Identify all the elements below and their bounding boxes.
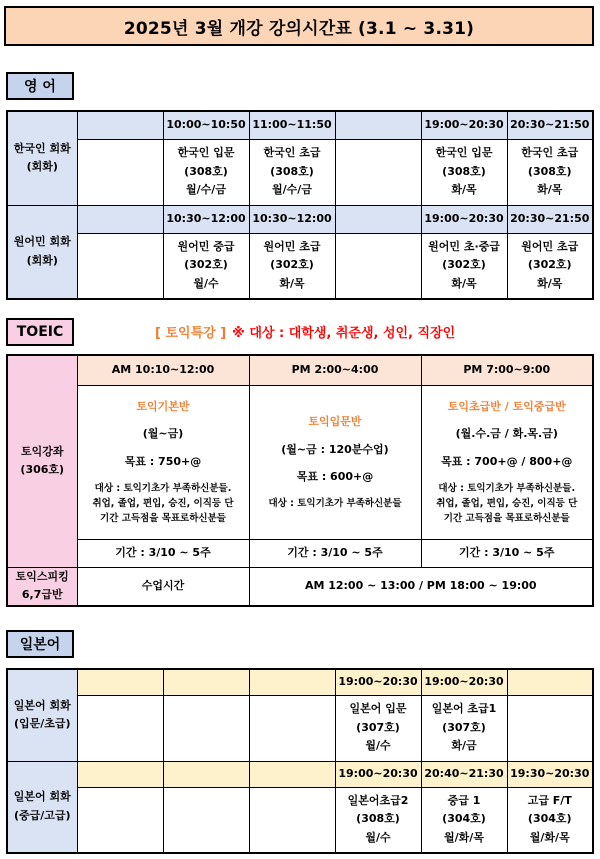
class-cell — [335, 787, 421, 853]
time-slot-cell: 19:00~20:30 — [421, 111, 507, 139]
class-line: 월/수 — [193, 277, 219, 291]
class-line: 일본어 초급1 — [431, 701, 497, 715]
english-row-head — [7, 111, 77, 205]
class-cell — [335, 233, 421, 299]
class-cell — [163, 695, 249, 761]
class-cell — [77, 695, 163, 761]
time-slot-cell: 19:00~20:30 — [335, 669, 421, 695]
class-line: (304호) — [442, 812, 486, 826]
toeic-class-cell — [77, 385, 249, 539]
class-line: (304호) — [527, 812, 572, 826]
class-line: 일본어 입문 — [349, 701, 407, 715]
class-cell — [163, 233, 249, 299]
toeic-notice-bracket: [ 토익특강 ] — [155, 325, 227, 341]
time-slot-cell: 19:30~20:30 — [507, 761, 593, 787]
time-slot-cell: 19:00~20:30 — [335, 761, 421, 787]
class-line: (308호) — [184, 164, 228, 178]
toeic-class-days: (월.수.금 / 화.목.금) — [455, 427, 558, 441]
class-line: 월/수/금 — [272, 183, 312, 197]
class-cell — [507, 233, 593, 299]
class-line: 화/금 — [451, 739, 477, 753]
class-line: 한국인 입문 — [435, 145, 493, 159]
toeic-class-goal: 목표 : 700+@ / 800+@ — [441, 455, 573, 469]
section-label-english: 영 어 — [6, 72, 74, 100]
time-slot-cell — [77, 669, 163, 695]
time-slot-cell: 20:30~21:50 — [507, 205, 593, 233]
class-cell — [77, 233, 163, 299]
toeic-class-desc: 취업, 졸업, 편입, 승진, 이직등 단 — [92, 497, 234, 509]
toeic-speaking-time: AM 12:00 ~ 13:00 / PM 18:00 ~ 19:00 — [249, 567, 593, 606]
toeic-speaking-label: 수업시간 — [77, 567, 249, 606]
toeic-class-desc: 취업, 졸업, 편입, 승진, 이직등 단 — [436, 497, 578, 509]
class-line: 한국인 초급 — [263, 145, 321, 159]
toeic-time-afternoon: PM 2:00~4:00 — [249, 355, 421, 385]
toeic-class-cell — [249, 385, 421, 539]
time-slot-cell — [335, 111, 421, 139]
class-line: 월/수 — [365, 831, 391, 845]
class-cell — [163, 787, 249, 853]
toeic-time-evening: PM 7:00~9:00 — [421, 355, 593, 385]
time-slot-cell — [249, 669, 335, 695]
class-line: (302호) — [184, 258, 228, 272]
toeic-speaking-head: 토익스피킹 6,7급반 — [7, 567, 77, 606]
class-line: 원어민 중급 — [177, 239, 235, 253]
class-line: 월/화/목 — [529, 831, 570, 845]
time-slot-cell — [507, 669, 593, 695]
toeic-class-period: 기간 : 3/10 ~ 5주 — [421, 539, 593, 567]
time-slot-cell: 10:30~12:00 — [249, 205, 335, 233]
toeic-class-name: 토익입문반 — [308, 415, 362, 429]
japanese-timetable — [6, 668, 594, 854]
toeic-notice-text: ※ 대상 : 대학생, 취준생, 성인, 직장인 — [232, 325, 456, 341]
class-cell — [77, 139, 163, 205]
row-head-line: 원어민 회화 — [13, 235, 71, 249]
class-line: 중급 1 — [447, 793, 481, 807]
time-slot-cell — [163, 669, 249, 695]
toeic-class-desc: 대상 : 토익기초가 부족하신분들. — [438, 482, 576, 494]
class-cell — [421, 139, 507, 205]
class-line: 화/목 — [279, 277, 305, 291]
class-line: (302호) — [270, 258, 314, 272]
toeic-time-morning: AM 10:10~12:00 — [77, 355, 249, 385]
toeic-class-days: (월~금) — [142, 427, 184, 441]
class-line: 원어민 초급 — [263, 239, 321, 253]
english-timetable — [6, 110, 594, 300]
toeic-timetable — [6, 354, 594, 607]
class-cell — [421, 787, 507, 853]
time-slot-cell: 20:40~21:30 — [421, 761, 507, 787]
toeic-class-days: (월~금 : 120분수업) — [281, 442, 389, 456]
class-cell — [507, 787, 593, 853]
section-label-japanese: 일본어 — [6, 630, 74, 658]
page-title: 2025년 3월 개강 강의시간표 (3.1 ~ 3.31) — [4, 6, 594, 46]
time-slot-cell — [77, 761, 163, 787]
time-slot-cell — [163, 761, 249, 787]
class-line: 화/목 — [451, 183, 477, 197]
time-slot-cell: 10:00~10:50 — [163, 111, 249, 139]
section-label-toeic: TOEIC — [6, 318, 74, 346]
class-line: 원어민 초·중급 — [428, 239, 500, 253]
class-line: 한국인 입문 — [177, 145, 235, 159]
class-line: (308호) — [527, 164, 572, 178]
row-head-line: 일본어 회화 — [13, 698, 71, 712]
toeic-class-goal: 목표 : 600+@ — [296, 470, 374, 484]
class-line: 월/화/목 — [444, 831, 484, 845]
time-slot-cell: 19:00~20:30 — [421, 205, 507, 233]
class-line: 화/목 — [537, 183, 563, 197]
toeic-notice — [155, 319, 515, 343]
class-cell — [335, 695, 421, 761]
time-slot-cell — [77, 205, 163, 233]
time-slot-cell: 11:00~11:50 — [249, 111, 335, 139]
time-slot-cell — [249, 761, 335, 787]
class-line: (308호) — [270, 164, 314, 178]
toeic-class-desc: 기간 고득점을 목표로하신분들 — [443, 512, 570, 524]
toeic-class-cell — [421, 385, 593, 539]
toeic-class-desc: 대상 : 토익기초가 부족하신분들. — [94, 482, 232, 494]
time-slot-cell: 10:30~12:00 — [163, 205, 249, 233]
class-cell — [335, 139, 421, 205]
row-head-line: 일본어 회화 — [13, 790, 71, 804]
class-line: (302호) — [527, 258, 572, 272]
class-cell — [249, 233, 335, 299]
toeic-class-name: 토익초급반 / 토익중급반 — [447, 399, 566, 413]
class-cell — [507, 139, 593, 205]
class-line: (308호) — [442, 164, 486, 178]
japanese-row-head — [7, 761, 77, 853]
time-slot-cell — [335, 205, 421, 233]
toeic-class-period: 기간 : 3/10 ~ 5주 — [77, 539, 249, 567]
toeic-class-desc: 기간 고득점을 목표로하신분들 — [100, 512, 226, 524]
toeic-class-desc: 대상 : 토익기초가 부족하신분들 — [268, 497, 402, 509]
row-head-line: (회화) — [26, 160, 58, 174]
time-slot-cell — [77, 111, 163, 139]
class-line: (307호) — [356, 720, 400, 734]
toeic-class-name: 토익기본반 — [136, 399, 190, 413]
toeic-class-goal: 목표 : 750+@ — [124, 455, 202, 469]
row-head-line: (회화) — [26, 253, 58, 267]
toeic-row-head: 토익강좌 (306호) — [7, 355, 77, 567]
class-cell — [507, 695, 593, 761]
class-line: 고급 F/T — [527, 793, 572, 807]
class-cell — [163, 139, 249, 205]
time-slot-cell: 19:00~20:30 — [421, 669, 507, 695]
class-cell — [421, 233, 507, 299]
japanese-row-head — [7, 669, 77, 761]
row-head-line: (입문/초급) — [13, 717, 71, 731]
english-row-head — [7, 205, 77, 299]
class-line: 화/목 — [451, 277, 477, 291]
class-line: 월/수/금 — [186, 183, 226, 197]
class-cell — [249, 695, 335, 761]
class-cell — [249, 139, 335, 205]
time-slot-cell: 20:30~21:50 — [507, 111, 593, 139]
class-line: 일본어초급2 — [347, 793, 409, 807]
class-cell — [249, 787, 335, 853]
class-line: 월/수 — [365, 739, 391, 753]
class-line: (307호) — [442, 720, 486, 734]
class-line: 원어민 초급 — [521, 239, 579, 253]
class-cell — [421, 695, 507, 761]
class-line: (308호) — [356, 812, 400, 826]
class-line: 화/목 — [537, 277, 563, 291]
row-head-line: 한국인 회화 — [13, 141, 71, 155]
row-head-line: (중급/고급) — [13, 808, 71, 822]
toeic-class-period: 기간 : 3/10 ~ 5주 — [249, 539, 421, 567]
class-cell — [77, 787, 163, 853]
class-line: (302호) — [442, 258, 486, 272]
class-line: 한국인 초급 — [521, 145, 579, 159]
